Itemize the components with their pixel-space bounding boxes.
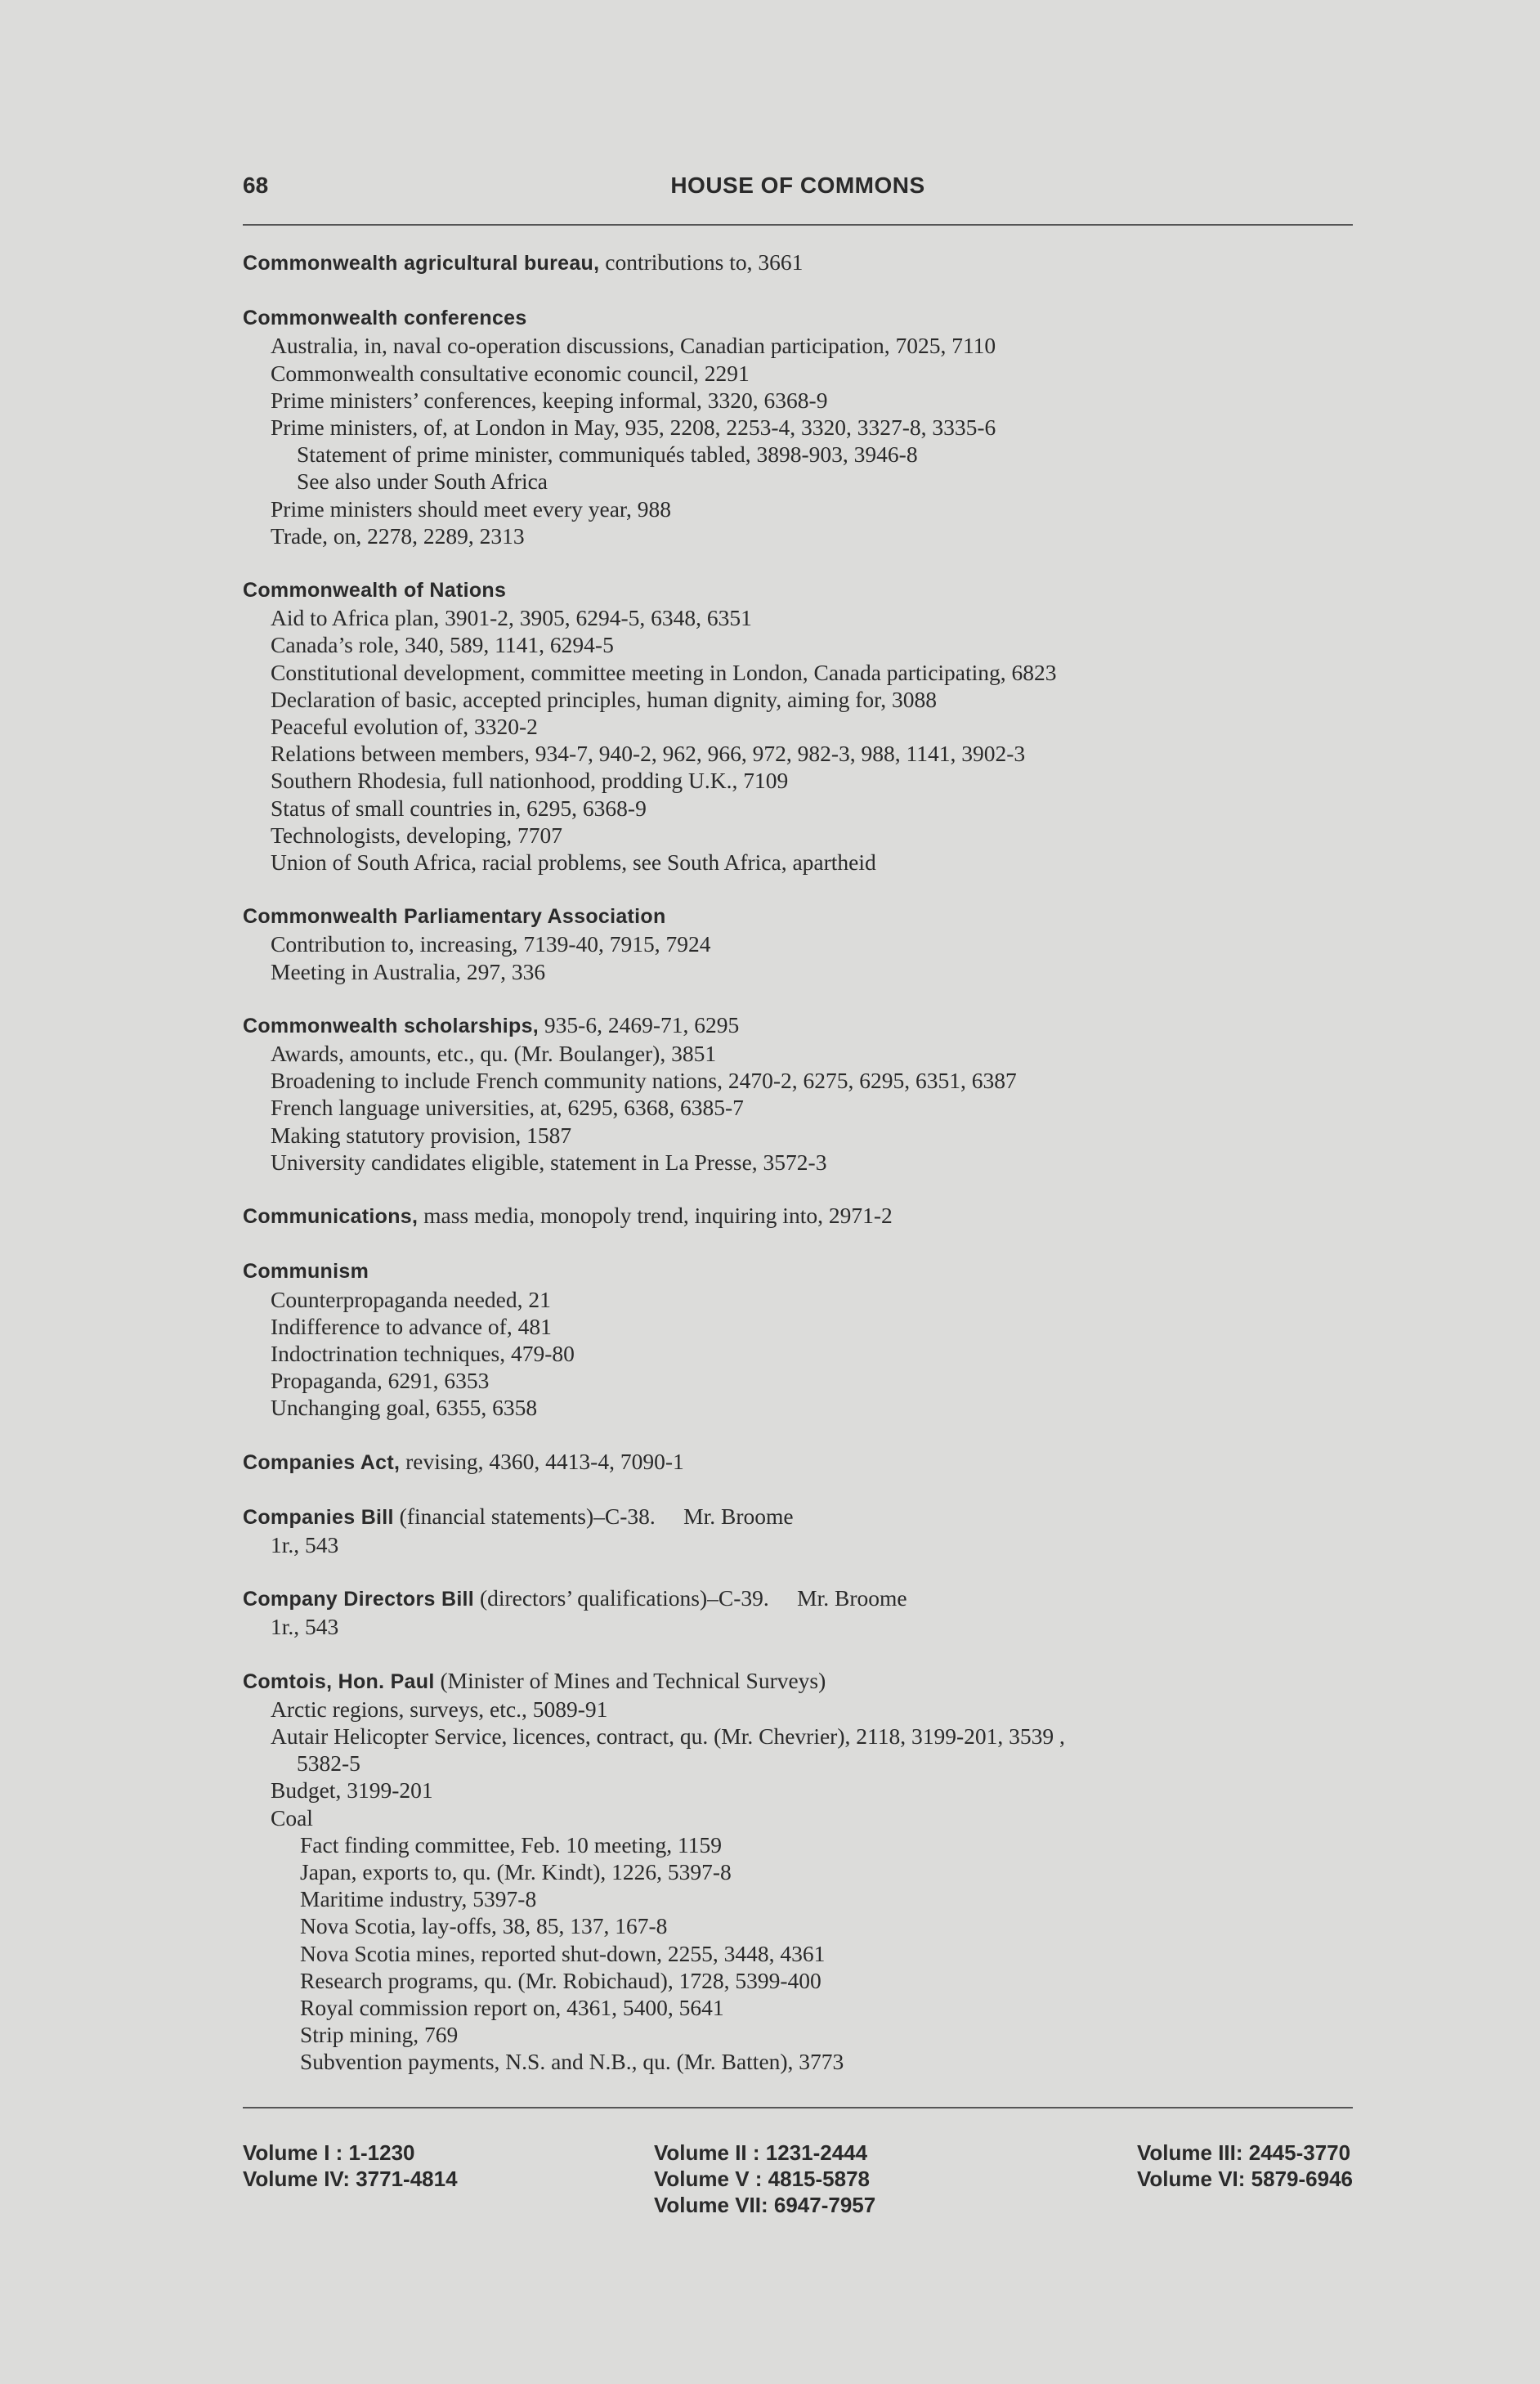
entry-heading: Commonwealth agricultural bureau, xyxy=(243,252,600,275)
sub-entry: Prime ministers, of, at London in May, 935, 2208, 2253-4, 3320, 3327-8, 3335-6 xyxy=(271,415,996,441)
sub-entry: Unchanging goal, 6355, 6358 xyxy=(271,1395,538,1421)
sub-entry: Japan, exports to, qu. (Mr. Kindt), 1226, 5397-8 xyxy=(300,1858,732,1884)
sub-entry: Prime ministers should meet every year, 988 xyxy=(271,495,671,522)
sub-entry: Nova Scotia, lay-offs, 38, 85, 137, 167-8 xyxy=(300,1913,668,1939)
footer-column-middle xyxy=(654,2140,875,2218)
sub-entry: 5382-5 xyxy=(297,1750,360,1777)
sub-entry: Aid to Africa plan, 3901-2, 3905, 6294-5, 6348, 6351 xyxy=(271,605,752,631)
sub-entry: Awards, amounts, etc., qu. (Mr. Boulanger), 3851 xyxy=(271,1041,717,1067)
entry-heading-line xyxy=(243,902,1354,930)
volume-range: Volume IV: 3771-4814 xyxy=(243,2167,458,2191)
footer-column-right xyxy=(1137,2140,1353,2192)
volume-range: Volume II : 1231-2444 xyxy=(654,2140,868,2165)
index-entry xyxy=(243,1503,1354,1558)
footer-column-left xyxy=(243,2140,458,2192)
entry-heading-line xyxy=(243,1448,1354,1477)
sub-entry: Australia, in, naval co-operation discussions, Canadian participation, 7025, 7110 xyxy=(271,333,996,359)
entry-heading-line xyxy=(243,1257,1354,1285)
sub-entry: Broadening to include French community nations, 2470-2, 6275, 6295, 6351, 6387 xyxy=(271,1068,1017,1094)
sub-entry: Constitutional development, committee meeting in London, Canada participating, 6823 xyxy=(271,659,1057,685)
volume-range: Volume VI: 5879-6946 xyxy=(1137,2167,1353,2191)
index-entry xyxy=(243,576,1354,876)
sub-entry: Autair Helicopter Service, licences, contract, qu. (Mr. Chevrier), 2118, 3199-201, 3539 , xyxy=(271,1723,1065,1749)
sub-entry: Statement of prime minister, communiqués tabled, 3898-903, 3946-8 xyxy=(297,441,918,468)
sub-entry: Indoctrination techniques, 479-80 xyxy=(271,1340,575,1366)
entry-heading: Commonwealth conferences xyxy=(243,307,527,330)
sub-entry: Southern Rhodesia, full nationhood, prodding U.K., 7109 xyxy=(271,768,789,794)
sub-entry: Declaration of basic, accepted principles, human dignity, aiming for, 3088 xyxy=(271,686,937,712)
sub-entry: Technologists, developing, 7707 xyxy=(271,822,563,848)
entry-heading-line xyxy=(243,1667,1354,1696)
entry-heading-line xyxy=(243,249,1354,277)
sub-entry: Making statutory provision, 1587 xyxy=(271,1122,572,1148)
entry-text: (financial statements)–C-38. Mr. Broome xyxy=(393,1503,794,1529)
entry-heading: Commonwealth Parliamentary Association xyxy=(243,905,666,929)
sub-entry: Peaceful evolution of, 3320-2 xyxy=(271,714,538,740)
index-entry xyxy=(243,1257,1354,1421)
entry-text: revising, 4360, 4413-4, 7090-1 xyxy=(400,1448,684,1474)
sub-entry: Budget, 3199-201 xyxy=(271,1777,433,1804)
index-entry xyxy=(243,902,1354,985)
entry-heading: Communications, xyxy=(243,1205,419,1229)
entry-heading: Comtois, Hon. Paul xyxy=(243,1669,435,1693)
entry-text: mass media, monopoly trend, inquiring into, 2971-2 xyxy=(418,1203,893,1229)
sub-entry: Nova Scotia mines, reported shut-down, 2255, 3448, 4361 xyxy=(300,1940,826,1966)
entry-heading: Companies Bill xyxy=(243,1505,394,1529)
entry-text: (directors’ qualifications)–C-39. Mr. Broome xyxy=(474,1585,907,1611)
entry-text: contributions to, 3661 xyxy=(599,249,804,275)
entry-heading-line xyxy=(243,1503,1354,1531)
entry-heading-line xyxy=(243,1202,1354,1230)
sub-entry: 1r., 543 xyxy=(271,1614,339,1640)
sub-entry: Arctic regions, surveys, etc., 5089-91 xyxy=(271,1696,608,1722)
volume-footer xyxy=(243,2140,1353,2229)
entry-heading: Company Directors Bill xyxy=(243,1588,475,1611)
sub-entry: Coal xyxy=(271,1804,313,1831)
index-entry xyxy=(243,1584,1354,1640)
entry-text: 935-6, 2469-71, 6295 xyxy=(539,1011,740,1037)
sub-entry: See also under South Africa xyxy=(297,468,548,495)
sub-entry: Strip mining, 769 xyxy=(300,2022,459,2048)
sub-entry: Maritime industry, 5397-8 xyxy=(300,1886,537,1912)
sub-entry: Prime ministers’ conferences, keeping informal, 3320, 6368-9 xyxy=(271,387,828,413)
entry-text: (Minister of Mines and Technical Surveys) xyxy=(434,1667,826,1693)
entry-heading: Communism xyxy=(243,1260,369,1284)
page-header xyxy=(243,173,1353,205)
sub-entry: Meeting in Australia, 297, 336 xyxy=(271,958,546,984)
entry-heading: Commonwealth of Nations xyxy=(243,579,507,603)
volume-range: Volume V : 4815-5878 xyxy=(654,2167,870,2191)
entry-heading: Companies Act, xyxy=(243,1450,401,1474)
index-entry xyxy=(243,1011,1354,1176)
volume-range: Volume I : 1-1230 xyxy=(243,2140,415,2165)
index-entry xyxy=(243,1667,1354,2076)
sub-entry: Status of small countries in, 6295, 6368-9 xyxy=(271,795,647,821)
sub-entry: Commonwealth consultative economic council, 2291 xyxy=(271,360,750,386)
entry-heading-line xyxy=(243,303,1354,332)
entry-heading: Commonwealth scholarships, xyxy=(243,1014,539,1037)
index-entry xyxy=(243,1202,1354,1230)
sub-entry: University candidates eligible, statement in La Presse, 3572-3 xyxy=(271,1149,827,1175)
entry-heading-line xyxy=(243,1584,1354,1613)
footer-rule xyxy=(243,2107,1353,2108)
sub-entry: Propaganda, 6291, 6353 xyxy=(271,1368,490,1394)
sub-entry: 1r., 543 xyxy=(271,1531,339,1557)
index-entry xyxy=(243,303,1354,549)
sub-entry: Canada’s role, 340, 589, 1141, 6294-5 xyxy=(271,632,614,658)
index-entry xyxy=(243,249,1354,277)
sub-entry: Contribution to, increasing, 7139-40, 7915, 7924 xyxy=(271,931,711,957)
index-entry xyxy=(243,1448,1354,1477)
sub-entry: French language universities, at, 6295, 6368, 6385-7 xyxy=(271,1095,744,1121)
sub-entry: Royal commission report on, 4361, 5400, 5641 xyxy=(300,1994,724,2020)
page-number: 68 xyxy=(243,173,269,198)
sub-entry: Counterpropaganda needed, 21 xyxy=(271,1286,551,1312)
sub-entry: Trade, on, 2278, 2289, 2313 xyxy=(271,522,525,549)
sub-entry: Fact finding committee, Feb. 10 meeting, 1159 xyxy=(300,1831,723,1857)
sub-entry: Research programs, qu. (Mr. Robichaud), 1728, 5399-400 xyxy=(300,1967,821,1993)
header-rule xyxy=(243,224,1353,226)
entry-heading-line xyxy=(243,1011,1354,1040)
volume-range: Volume VII: 6947-7957 xyxy=(654,2193,876,2217)
running-title: HOUSE OF COMMONS xyxy=(670,173,925,198)
sub-entry: Indifference to advance of, 481 xyxy=(271,1313,552,1339)
sub-entry: Relations between members, 934-7, 940-2, 962, 966, 972, 982-3, 988, 1141, 3902-3 xyxy=(271,741,1026,767)
index-entries xyxy=(243,249,1354,2102)
sub-entry: Subvention payments, N.S. and N.B., qu. (Mr. Batten), 3773 xyxy=(300,2049,844,2075)
sub-entry: Union of South Africa, racial problems, see South Africa, apartheid xyxy=(271,849,876,876)
volume-range: Volume III: 2445-3770 xyxy=(1137,2140,1351,2165)
entry-heading-line xyxy=(243,576,1354,604)
